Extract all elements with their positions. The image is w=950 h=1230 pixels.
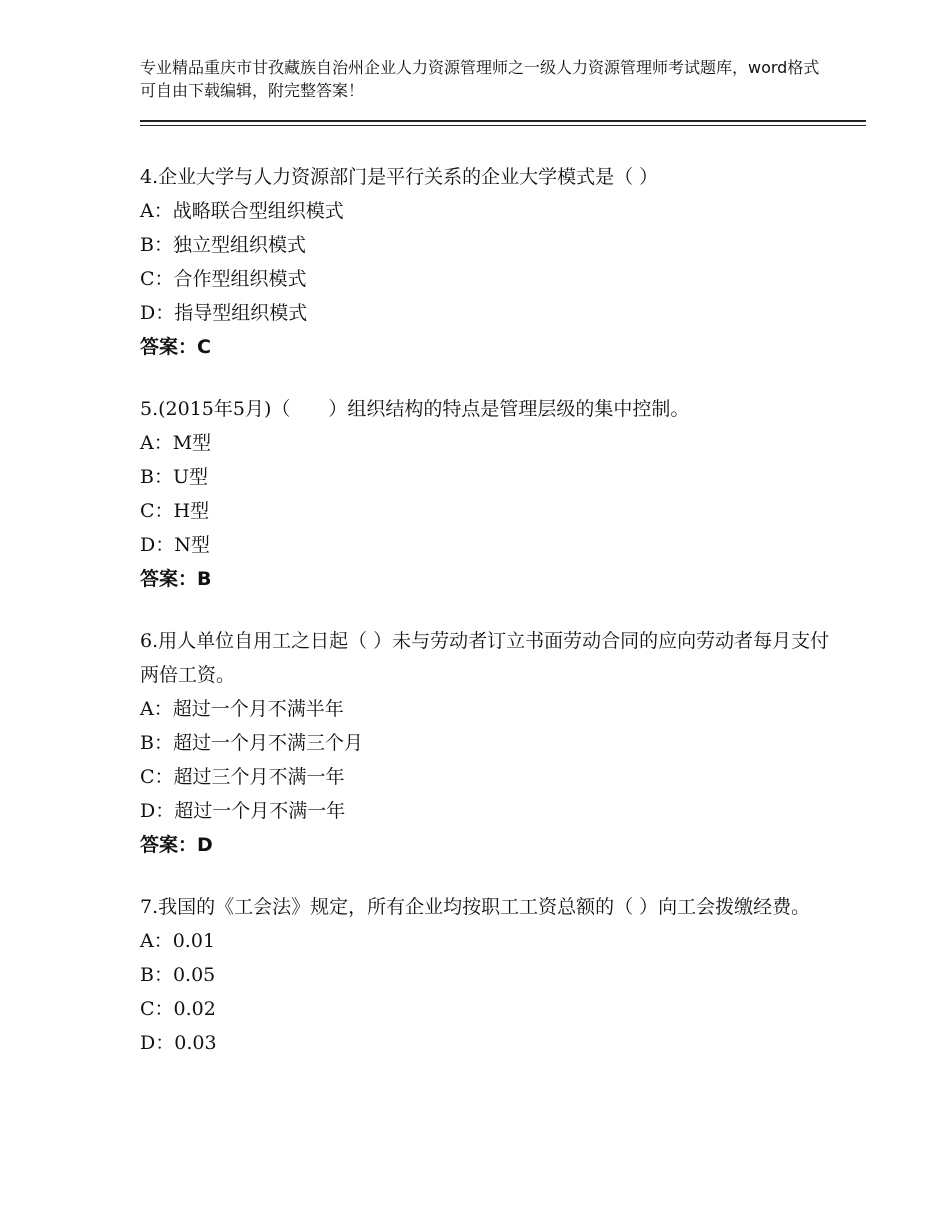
option-d: D：N型 — [140, 534, 210, 556]
question-stem: 4.企业大学与人力资源部门是平行关系的企业大学模式是（ ） — [140, 166, 659, 188]
option-a: A：M型 — [140, 432, 212, 454]
header-rule-bottom — [140, 125, 866, 126]
answer-label: 答案：C — [140, 336, 211, 358]
option-d: D：0.03 — [140, 1032, 217, 1054]
question-list — [140, 160, 840, 1088]
option-d: D：指导型组织模式 — [140, 302, 308, 324]
option-b: B：超过一个月不满三个月 — [140, 732, 363, 754]
option-a: A：0.01 — [140, 930, 216, 952]
option-b: B：独立型组织模式 — [140, 234, 306, 256]
question-stem: 6.用人单位自用工之日起（ ）未与劳动者订立书面劳动合同的应向劳动者每月支付两倍工资。 — [140, 630, 830, 686]
option-b: B：U型 — [140, 466, 208, 488]
answer-label: 答案：D — [140, 834, 213, 856]
answer-label: 答案：B — [140, 568, 212, 590]
option-c: C：合作型组织模式 — [140, 268, 307, 290]
page-header: 专业精品重庆市甘孜藏族自治州企业人力资源管理师之一级人力资源管理师考试题库，word格式可自由下载编辑，附完整答案！ — [140, 58, 820, 100]
question-4 — [140, 160, 840, 364]
option-c: C：0.02 — [140, 998, 216, 1020]
option-c: C：H型 — [140, 500, 210, 522]
option-a: A：战略联合型组织模式 — [140, 200, 344, 222]
question-7 — [140, 890, 840, 1060]
question-stem: 5.(2015年5月)（ ）组织结构的特点是管理层级的集中控制。 — [140, 398, 690, 420]
question-stem: 7.我国的《工会法》规定，所有企业均按职工工资总额的（ ）向工会拨缴经费。 — [140, 896, 811, 918]
question-5 — [140, 392, 840, 596]
option-c: C：超过三个月不满一年 — [140, 766, 345, 788]
question-6 — [140, 624, 840, 862]
option-b: B：0.05 — [140, 964, 216, 986]
option-a: A：超过一个月不满半年 — [140, 698, 344, 720]
header-rule-top — [140, 120, 866, 122]
option-d: D：超过一个月不满一年 — [140, 800, 346, 822]
